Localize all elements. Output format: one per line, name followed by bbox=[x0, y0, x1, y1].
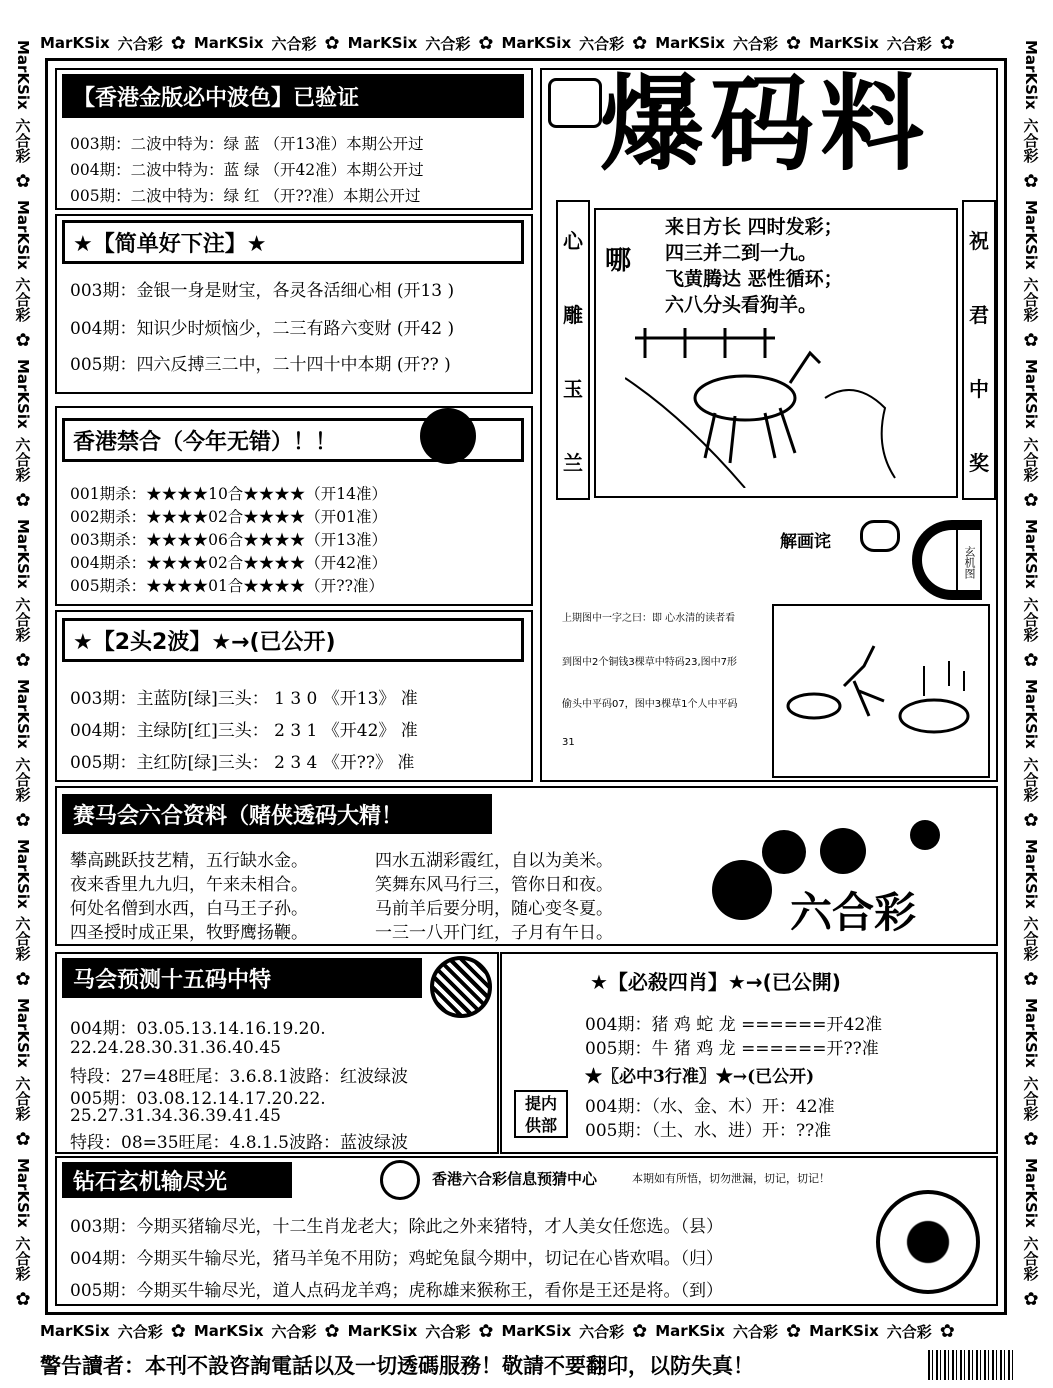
horse-club-right-line: 四水五湖彩霞红，自以为美米。 bbox=[375, 851, 613, 871]
logo-circle-icon bbox=[910, 820, 940, 850]
flower-icon: ✿ bbox=[1020, 1288, 1042, 1310]
forbidden-header: 香港禁合（今年无错）！！ bbox=[62, 418, 524, 462]
logo-circle-icon bbox=[820, 828, 866, 874]
frame-brand-cn: 六合彩 bbox=[13, 1235, 32, 1281]
frame-brand: MarKSix bbox=[1022, 359, 1040, 430]
frame-brand: MarKSix bbox=[14, 519, 32, 589]
diamond-line: 003期：今期买猪输尽光，十二生肖龙老大；除此之外来猪特，才人美女任您选。（县） bbox=[70, 1217, 723, 1237]
frame-brand-cn: 六合彩 bbox=[117, 34, 163, 53]
flower-icon: ✿ bbox=[12, 1288, 34, 1310]
logo-circle-icon bbox=[762, 830, 806, 874]
frame-brand-cn: 六合彩 bbox=[1021, 1075, 1040, 1121]
main-title: 爆码料 bbox=[600, 63, 931, 185]
fifteen-codes-line: 005期：03.08.12.14.17.20.22. bbox=[70, 1089, 326, 1109]
frame-brand: MarKSix bbox=[655, 34, 725, 52]
scroll-right bbox=[962, 200, 996, 500]
wave-color-line: 003期：二波中特为：绿 蓝 （开13准）本期公开过 bbox=[70, 135, 424, 153]
frame-brand-cn: 六合彩 bbox=[13, 916, 32, 962]
logo-circle-icon bbox=[712, 860, 772, 920]
frame-brand-cn: 六合彩 bbox=[117, 1322, 163, 1341]
frame-brand: MarKSix bbox=[1022, 40, 1040, 110]
frame-brand-cn: 六合彩 bbox=[732, 1322, 778, 1341]
warning-text: 警告讀者：本刊不設咨詢電話以及一切透碼服務！敬請不要翻印，以防失真！ bbox=[40, 1354, 754, 1378]
riddle-note-line: 31 bbox=[562, 737, 575, 748]
four-zodiac-header: ★【必殺四肖】★→(已公開) bbox=[590, 970, 841, 994]
two-heads-line: 005期：主红防[绿]三头： 2 3 4 《开??》 准 bbox=[70, 753, 415, 773]
horse-club-left-line: 夜来香里九九归，午来未相合。 bbox=[70, 875, 308, 895]
diamond-line: 004期：今期买牛输尽光，猪马羊兔不用防；鸡蛇兔鼠今期中，切记在心皆欢唱。（归） bbox=[70, 1249, 723, 1269]
simple-bet-line: 004期：知识少时烦恼少，二三有路六变财 (开42 ) bbox=[70, 319, 455, 339]
frame-brand-cn: 六合彩 bbox=[1021, 756, 1040, 802]
scroll-left-char: 雕 bbox=[563, 302, 583, 327]
flower-icon: ✿ bbox=[1020, 170, 1042, 192]
barcode-icon bbox=[928, 1350, 1016, 1380]
simple-bet-line: 005期：四六反搏三二中，二十四十中本期 (开?? ) bbox=[70, 355, 451, 375]
frame-brand: MarKSix bbox=[14, 1157, 32, 1228]
marksix-logo-text: 六合彩 bbox=[790, 888, 917, 937]
horse-club-left-line: 四圣授时成正果，牧野鹰扬鞭。 bbox=[70, 923, 308, 943]
title-ornament-icon bbox=[548, 78, 602, 128]
two-heads-header: ★【2头2波】★→(已公开) bbox=[62, 618, 524, 662]
frame-brand-cn: 六合彩 bbox=[13, 756, 32, 802]
flower-icon: ✿ bbox=[170, 32, 186, 54]
frame-left-strip bbox=[10, 40, 36, 1330]
flower-icon: ✿ bbox=[632, 32, 648, 54]
horse-club-left-line: 攀高跳跃技艺精，五行缺水金。 bbox=[70, 851, 308, 871]
horse-club-right-line: 马前羊后要分明，随心变冬夏。 bbox=[375, 899, 613, 919]
scroll-right-char: 奖 bbox=[969, 450, 989, 475]
man-pig-illustration bbox=[774, 606, 988, 776]
frame-brand: MarKSix bbox=[1022, 838, 1040, 909]
riddle-note-line: 到图中2个铜钱3棵草中特码23,图中7形 bbox=[562, 657, 737, 668]
frame-brand-cn: 六合彩 bbox=[1021, 916, 1040, 962]
fifteen-codes-line: 特段：08=35旺尾：4.8.1.5波路：蓝波绿波 bbox=[70, 1133, 408, 1153]
frame-brand-cn: 六合彩 bbox=[271, 34, 317, 53]
three-elements-header: ★〖必中3行准〗★→(已公开) bbox=[585, 1067, 815, 1087]
flower-icon: ✿ bbox=[12, 809, 34, 831]
riddle-note bbox=[550, 600, 770, 780]
frame-brand-cn: 六合彩 bbox=[579, 34, 625, 53]
fifteen-codes-line: 22.24.28.30.31.36.40.45 bbox=[70, 1038, 281, 1058]
forbidden-line: 005期杀：★★★★01合★★★★（开??准） bbox=[70, 577, 384, 595]
frame-brand: MarKSix bbox=[14, 199, 32, 270]
mascot-icon bbox=[430, 956, 492, 1018]
scroll-right-char: 祝 bbox=[969, 228, 989, 253]
frame-brand: MarKSix bbox=[809, 1322, 879, 1340]
wave-color-line: 004期：二波中特为：蓝 绿 （开42准）本期公开过 bbox=[70, 161, 424, 179]
flower-icon: ✿ bbox=[12, 330, 34, 352]
frame-brand-cn: 六合彩 bbox=[271, 1322, 317, 1341]
frame-brand-cn: 六合彩 bbox=[886, 1322, 932, 1341]
wave-color-header: 【香港金版必中波色】已验证 bbox=[62, 74, 524, 118]
frame-brand-cn: 六合彩 bbox=[1021, 1235, 1040, 1281]
frame-brand: MarKSix bbox=[14, 678, 32, 749]
fifteen-codes-line: 004期：03.05.13.14.16.19.20. bbox=[70, 1019, 326, 1039]
wave-color-line: 005期：二波中特为：绿 红 （开??准）本期公开过 bbox=[70, 187, 421, 205]
frame-brand: MarKSix bbox=[501, 34, 572, 52]
flower-icon: ✿ bbox=[939, 1320, 955, 1342]
frame-brand-cn: 六合彩 bbox=[1021, 596, 1040, 642]
flower-icon: ✿ bbox=[1020, 809, 1042, 831]
horse-club-right-line: 笑舞东风马行三，管你日和夜。 bbox=[375, 875, 613, 895]
frame-brand: MarKSix bbox=[40, 34, 110, 52]
flower-icon: ✿ bbox=[1020, 649, 1042, 671]
scroll-left-char: 兰 bbox=[563, 450, 583, 475]
frame-brand: MarKSix bbox=[14, 838, 32, 909]
frame-brand: MarKSix bbox=[501, 1322, 572, 1340]
frame-brand: MarKSix bbox=[1022, 199, 1040, 270]
poem-line: 四三并二到一九。 bbox=[665, 242, 818, 264]
pointing-hand-icon bbox=[860, 520, 900, 552]
frame-brand: MarKSix bbox=[193, 1322, 264, 1340]
frame-brand-cn: 六合彩 bbox=[13, 117, 32, 163]
frame-brand-cn: 六合彩 bbox=[886, 34, 932, 53]
frame-brand-cn: 六合彩 bbox=[425, 34, 471, 53]
frame-brand: MarKSix bbox=[193, 34, 264, 52]
three-elements-line: 005期：（土、水、进）开：??准 bbox=[585, 1121, 832, 1141]
two-heads-line: 004期：主绿防[红]三头： 2 3 1 《开42》 准 bbox=[70, 721, 418, 741]
decode-label: 解画诧 bbox=[780, 532, 831, 552]
scroll-left bbox=[556, 200, 590, 500]
simple-bet-line: 003期：金银一身是财宝，各灵各活细心相 (开13 ) bbox=[70, 281, 455, 301]
frame-brand: MarKSix bbox=[347, 1322, 418, 1340]
frame-brand-cn: 六合彩 bbox=[13, 596, 32, 642]
scroll-right-char: 中 bbox=[969, 376, 989, 401]
frame-brand: MarKSix bbox=[14, 359, 32, 430]
frame-brand: MarKSix bbox=[1022, 998, 1040, 1068]
forbidden-line: 001期杀：★★★★10合★★★★（开14准） bbox=[70, 485, 388, 503]
diamond-tagline-small: 本期如有所悟，切勿泄漏，切记，切记！ bbox=[632, 1172, 830, 1185]
frame-brand: MarKSix bbox=[809, 34, 879, 52]
forbidden-line: 002期杀：★★★★02合★★★★（开01准） bbox=[70, 508, 388, 526]
frame-brand-cn: 六合彩 bbox=[13, 437, 32, 483]
flower-icon: ✿ bbox=[478, 1320, 494, 1342]
diamond-tagline: 香港六合彩信息预猜中心 bbox=[432, 1170, 598, 1188]
scroll-left-char: 心 bbox=[563, 228, 583, 253]
flower-icon: ✿ bbox=[12, 1128, 34, 1150]
scroll-left-char: 玉 bbox=[563, 376, 583, 401]
horse-club-header: 赛马会六合资料（赌侠透码大精！ bbox=[62, 794, 492, 834]
diamond-header: 钻石玄机输尽光 bbox=[62, 1162, 292, 1198]
fifteen-codes-line: 特段：27=48旺尾：3.6.8.1波路：红波绿波 bbox=[70, 1067, 408, 1087]
horse-club-left-line: 何处名僧到水西，白马王子孙。 bbox=[70, 899, 308, 919]
riddle-label: 哪 bbox=[605, 246, 632, 276]
inside-info-badge: 提内供部 bbox=[514, 1090, 568, 1138]
fifteen-codes-line: 25.27.31.34.36.39.41.45 bbox=[70, 1106, 281, 1126]
forbidden-line: 004期杀：★★★★02合★★★★（开42准） bbox=[70, 554, 388, 572]
frame-right-strip bbox=[1018, 40, 1044, 1330]
flower-icon: ✿ bbox=[1020, 490, 1042, 512]
man-pig-illustration-frame bbox=[772, 604, 990, 778]
diamond-line: 005期：今期买牛输尽光，道人点码龙羊鸡；虎称雄来猴称王，看你是王还是将。（到） bbox=[70, 1281, 723, 1301]
frame-top-strip bbox=[40, 30, 1015, 56]
four-zodiac-line: 004期：猪 鸡 蛇 龙 ======开42准 bbox=[585, 1015, 883, 1035]
frame-brand-cn: 六合彩 bbox=[732, 34, 778, 53]
frame-brand: MarKSix bbox=[347, 34, 418, 52]
frame-brand-cn: 六合彩 bbox=[13, 1075, 32, 1121]
frame-brand: MarKSix bbox=[1022, 519, 1040, 589]
scroll-right-char: 君 bbox=[969, 302, 989, 327]
frame-brand: MarKSix bbox=[655, 1322, 725, 1340]
two-heads-line: 003期：主蓝防[绿]三头： 1 3 0 《开13》 准 bbox=[70, 689, 418, 709]
frame-bottom-strip bbox=[40, 1318, 1015, 1344]
frame-brand-cn: 六合彩 bbox=[1021, 437, 1040, 483]
flower-icon: ✿ bbox=[1020, 969, 1042, 991]
frame-brand-cn: 六合彩 bbox=[13, 277, 32, 323]
flower-icon: ✿ bbox=[1020, 1128, 1042, 1150]
frame-brand-cn: 六合彩 bbox=[579, 1322, 625, 1341]
horse-club-right-line: 一三一八开门红，子月有午日。 bbox=[375, 923, 613, 943]
flower-icon: ✿ bbox=[12, 490, 34, 512]
riddle-note-line: 偷头中平码07，图中3棵草1个人中平码 bbox=[562, 699, 738, 710]
flower-icon: ✿ bbox=[170, 1320, 186, 1342]
flower-icon: ✿ bbox=[785, 1320, 802, 1342]
flower-icon: ✿ bbox=[12, 170, 34, 192]
flower-icon: ✿ bbox=[324, 32, 340, 54]
seal-label: 玄机图 bbox=[956, 528, 982, 596]
fifteen-codes-header: 马会预测十五码中特 bbox=[62, 958, 422, 998]
bauhinia-emblem-icon bbox=[876, 1190, 980, 1294]
crosshair-icon bbox=[380, 1160, 420, 1200]
forbidden-line: 003期杀：★★★★06合★★★★（开13准） bbox=[70, 531, 388, 549]
frame-brand-cn: 六合彩 bbox=[1021, 277, 1040, 323]
flower-icon: ✿ bbox=[478, 32, 494, 54]
flower-icon: ✿ bbox=[12, 649, 34, 671]
flower-icon: ✿ bbox=[324, 1320, 340, 1342]
flower-icon: ✿ bbox=[1020, 330, 1042, 352]
poem-line: 六八分头看狗羊。 bbox=[665, 294, 818, 316]
frame-brand: MarKSix bbox=[14, 998, 32, 1068]
three-elements-line: 004期：（水、金、木）开：42准 bbox=[585, 1097, 835, 1117]
flower-icon: ✿ bbox=[12, 969, 34, 991]
frame-brand-cn: 六合彩 bbox=[425, 1322, 471, 1341]
frame-brand: MarKSix bbox=[1022, 678, 1040, 749]
poem-line: 飞黄腾达 恶性循环； bbox=[665, 268, 843, 290]
four-zodiac-line: 005期：牛 猪 鸡 龙 ======开??准 bbox=[585, 1039, 879, 1059]
simple-bet-header: ★【简单好下注】★ bbox=[62, 220, 524, 264]
frame-brand: MarKSix bbox=[14, 40, 32, 110]
flower-icon: ✿ bbox=[785, 32, 802, 54]
forbidden-logo-icon bbox=[420, 408, 476, 464]
frame-brand: MarKSix bbox=[40, 1322, 110, 1340]
poem-line: 来日方长 四时发彩； bbox=[665, 216, 843, 238]
frame-brand-cn: 六合彩 bbox=[1021, 117, 1040, 163]
flower-icon: ✿ bbox=[939, 32, 955, 54]
riddle-note-line: 上期图中一字之曰：即 心水清的读者看 bbox=[562, 613, 736, 624]
deer-illustration bbox=[625, 318, 905, 488]
flower-icon: ✿ bbox=[632, 1320, 648, 1342]
frame-brand: MarKSix bbox=[1022, 1157, 1040, 1228]
